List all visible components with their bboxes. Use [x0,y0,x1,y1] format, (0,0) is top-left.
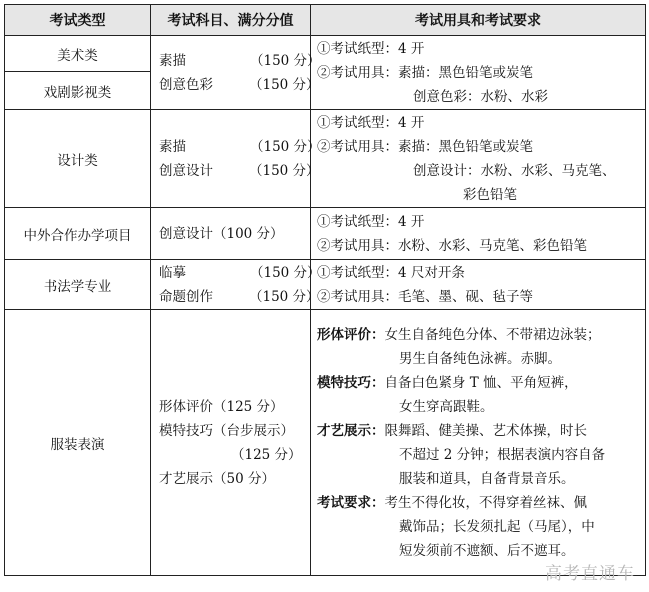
requirement-line: 服装和道具，自备背景音乐。 [399,470,575,487]
subject-line: （125 分） [231,446,302,463]
header-tools-requirements: 考试用具和考试要求 [311,5,646,36]
subject-cell [151,260,321,310]
requirement-line: 不超过 2 分钟；根据表演内容自备 [399,446,606,463]
requirements-cell [311,208,646,260]
requirements-cell [311,36,646,110]
requirement-line: 创意设计：水粉、水彩、马克笔、 [413,162,616,179]
exam-type-cell: 中外合作办学项目 [5,208,151,260]
requirement-line: ①考试纸型：4 开 [317,40,425,57]
requirement-line: 才艺展示：限舞蹈、健美操、艺术体操，时长 [317,422,587,439]
subject-line: 创意设计（100 分） [159,225,284,242]
requirement-line: ①考试纸型：4 尺对开条 [317,264,465,281]
table-row [5,260,646,310]
requirement-line: ②考试用具：水粉、水彩、马克笔、彩色铅笔 [317,237,587,254]
requirement-line: 模特技巧：自备白色紧身 T 恤、平角短裤， [317,374,578,391]
requirement-line: ②考试用具：素描：黑色铅笔或炭笔 [317,64,533,81]
header-subject-score: 考试科目、满分分值 [151,5,311,36]
header-exam-type: 考试类型 [5,5,151,36]
exam-type-cell: 书法学专业 [5,260,151,310]
subject-cell [151,110,321,208]
requirement-line: 戴饰品；长发须扎起（马尾），中 [399,518,595,535]
subject-cell [151,310,311,576]
exam-type-cell: 戏剧影视类 [5,72,151,110]
header-row [5,5,646,36]
requirement-line: ②考试用具：素描：黑色铅笔或炭笔 [317,138,533,155]
subject-line: 素描 （150 分） [159,138,321,155]
subject-cell [151,208,311,260]
subject-line: 形体评价（125 分） [159,398,284,415]
requirement-line: 短发须前不遮额、后不遮耳。 [399,542,575,559]
table-row [5,208,646,260]
exam-type-cell: 设计类 [5,110,151,208]
subject-line: 创意设计 （150 分） [159,162,320,179]
subject-line: 临摹 （150 分） [159,264,321,281]
watermark-text: 高考直通车 [545,564,635,584]
requirements-cell [311,110,646,208]
requirement-line: ②考试用具：毛笔、墨、砚、毡子等 [317,288,533,305]
subject-line: 命题创作 （150 分） [159,288,320,305]
exam-type-cell: 服装表演 [5,310,151,576]
requirement-line: 男生自备纯色泳裤。赤脚。 [399,350,561,367]
subject-line: 模特技巧（台步展示） [159,422,294,439]
requirements-cell [311,260,646,310]
subject-cell [151,36,321,110]
exam-type-cell: 美术类 [5,36,151,72]
requirement-line: ①考试纸型：4 开 [317,114,425,131]
requirement-line: 考试要求：考生不得化妆，不得穿着丝袜、佩 [317,494,587,511]
requirement-line: ①考试纸型：4 开 [317,213,425,230]
requirement-line: 创意色彩：水粉、水彩 [413,88,548,105]
subject-line: 才艺展示（50 分） [159,470,275,487]
table-row [5,310,646,576]
requirements-cell [311,310,646,576]
exam-requirements-table [4,4,646,576]
table-row [5,36,646,72]
requirement-line: 彩色铅笔 [463,186,517,203]
subject-line: 创意色彩 （150 分） [159,76,320,93]
subject-line: 素描 （150 分） [159,52,321,69]
table-row [5,110,646,208]
requirement-line: 女生穿高跟鞋。 [399,398,494,415]
requirement-line: 形体评价：女生自备纯色分体、不带裙边泳装； [317,326,601,343]
